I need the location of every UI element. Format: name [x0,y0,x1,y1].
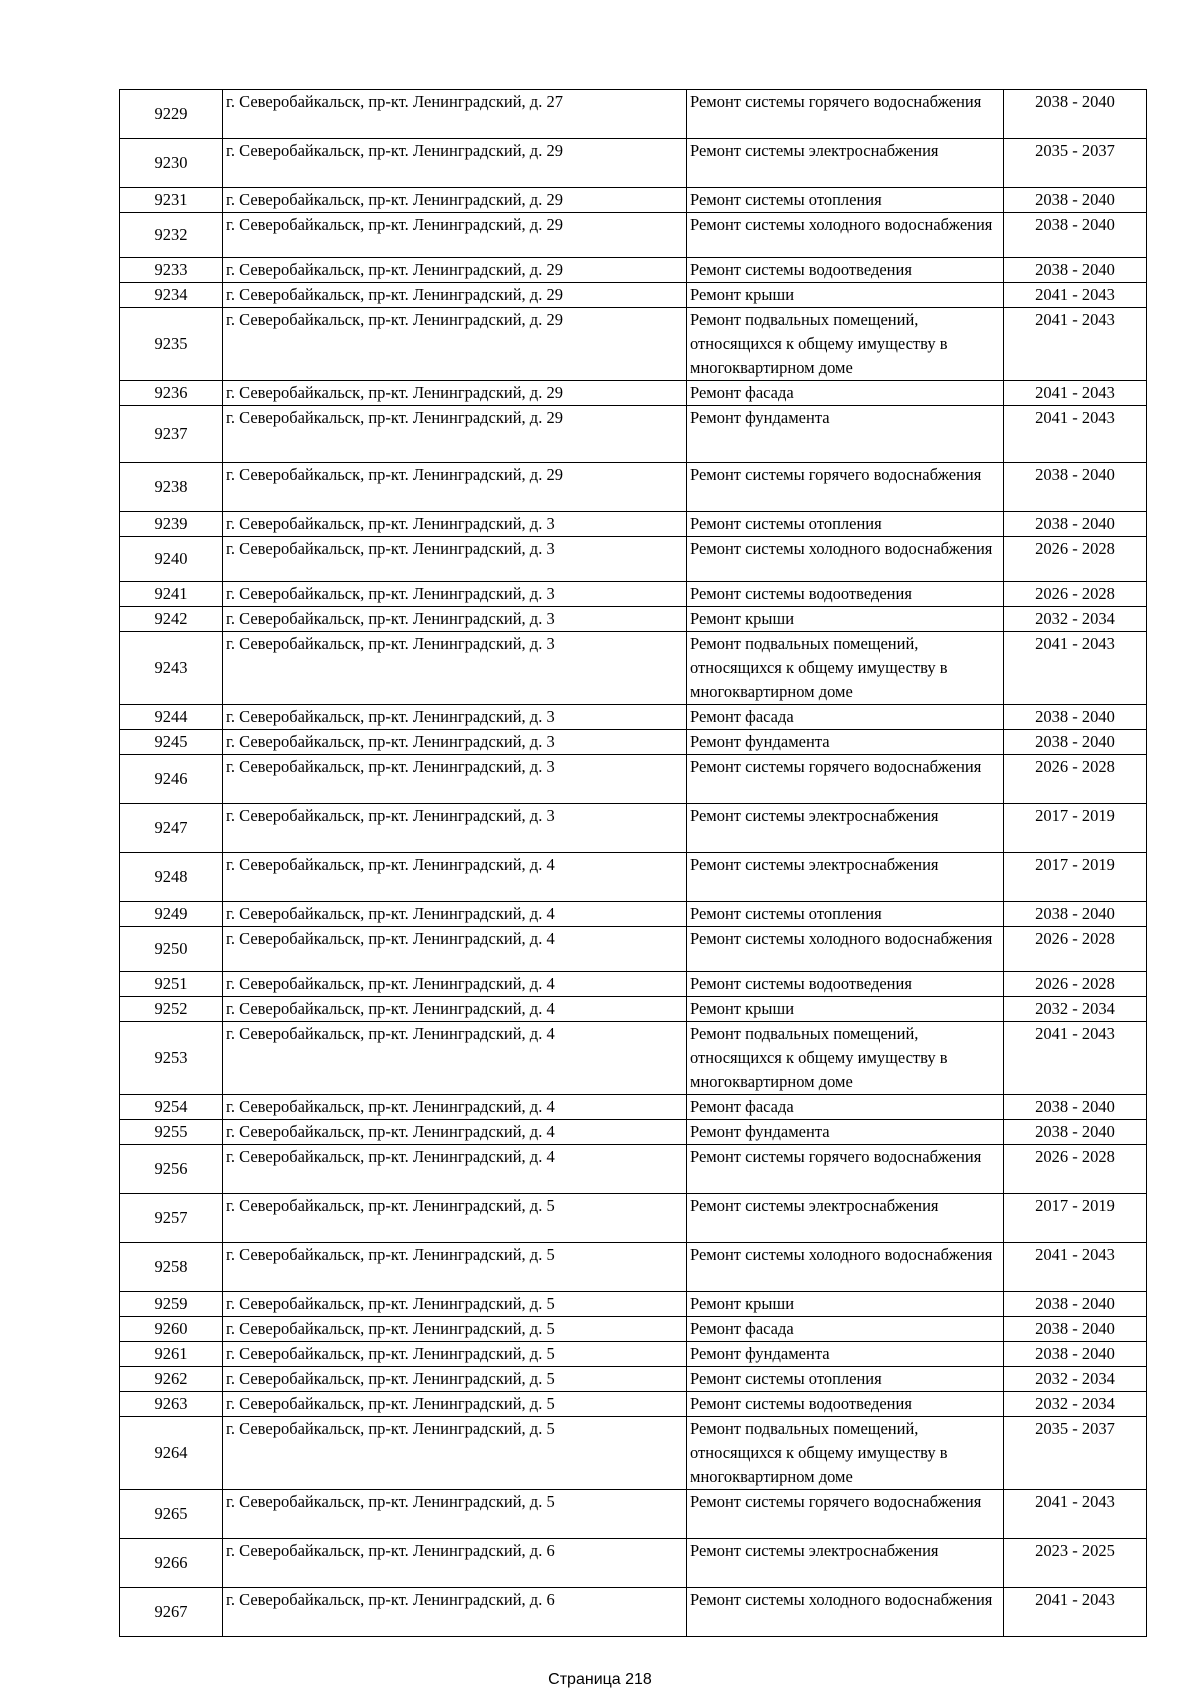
row-number: 9257 [120,1194,223,1243]
table-row [120,755,1147,804]
row-number: 9233 [120,258,223,283]
row-number: 9245 [120,730,223,755]
row-address: г. Северобайкальск, пр-кт. Ленинградский, д. 27 [223,90,687,139]
row-work-type: Ремонт системы отопления [687,512,1004,537]
table-row [120,308,1147,381]
table-row [120,582,1147,607]
row-number: 9249 [120,902,223,927]
row-address: г. Северобайкальск, пр-кт. Ленинградский, д. 5 [223,1243,687,1292]
row-number: 9241 [120,582,223,607]
row-work-type: Ремонт системы холодного водоснабжения [687,537,1004,582]
row-work-type: Ремонт системы отопления [687,902,1004,927]
row-years: 2017 - 2019 [1004,853,1147,902]
table-row [120,632,1147,705]
row-work-type: Ремонт фасада [687,1317,1004,1342]
row-address: г. Северобайкальск, пр-кт. Ленинградский, д. 5 [223,1367,687,1392]
row-work-type: Ремонт системы водоотведения [687,258,1004,283]
row-address: г. Северобайкальск, пр-кт. Ленинградский, д. 29 [223,308,687,381]
row-address: г. Северобайкальск, пр-кт. Ленинградский, д. 5 [223,1292,687,1317]
table-row [120,1342,1147,1367]
table-row [120,512,1147,537]
table-row [120,1145,1147,1194]
row-number: 9231 [120,188,223,213]
row-work-type: Ремонт системы водоотведения [687,582,1004,607]
row-address: г. Северобайкальск, пр-кт. Ленинградский, д. 29 [223,406,687,463]
row-work-type: Ремонт фасада [687,1095,1004,1120]
row-number: 9247 [120,804,223,853]
row-years: 2041 - 2043 [1004,1022,1147,1095]
row-work-type: Ремонт крыши [687,607,1004,632]
row-work-type: Ремонт крыши [687,283,1004,308]
row-years: 2041 - 2043 [1004,1490,1147,1539]
row-years: 2038 - 2040 [1004,902,1147,927]
row-address: г. Северобайкальск, пр-кт. Ленинградский, д. 5 [223,1317,687,1342]
row-years: 2026 - 2028 [1004,582,1147,607]
table-row [120,902,1147,927]
row-address: г. Северобайкальск, пр-кт. Ленинградский, д. 29 [223,139,687,188]
table-row [120,730,1147,755]
row-number: 9267 [120,1588,223,1637]
row-address: г. Северобайкальск, пр-кт. Ленинградский, д. 4 [223,997,687,1022]
row-number: 9234 [120,283,223,308]
row-years: 2017 - 2019 [1004,1194,1147,1243]
row-address: г. Северобайкальск, пр-кт. Ленинградский, д. 4 [223,1120,687,1145]
table-row [120,213,1147,258]
row-years: 2038 - 2040 [1004,730,1147,755]
table-row [120,463,1147,512]
row-number: 9229 [120,90,223,139]
table-row [120,1539,1147,1588]
table-row [120,258,1147,283]
row-years: 2041 - 2043 [1004,406,1147,463]
row-address: г. Северобайкальск, пр-кт. Ленинградский, д. 3 [223,537,687,582]
table-row [120,972,1147,997]
row-number: 9260 [120,1317,223,1342]
row-years: 2038 - 2040 [1004,90,1147,139]
table-row [120,997,1147,1022]
row-address: г. Северобайкальск, пр-кт. Ленинградский, д. 5 [223,1392,687,1417]
row-work-type: Ремонт фасада [687,381,1004,406]
table-row [120,381,1147,406]
row-address: г. Северобайкальск, пр-кт. Ленинградский, д. 29 [223,188,687,213]
row-years: 2023 - 2025 [1004,1539,1147,1588]
table-row [120,537,1147,582]
row-address: г. Северобайкальск, пр-кт. Ленинградский, д. 4 [223,853,687,902]
row-work-type: Ремонт системы отопления [687,1367,1004,1392]
row-work-type: Ремонт системы горячего водоснабжения [687,90,1004,139]
row-number: 9239 [120,512,223,537]
table-body [120,90,1147,1637]
row-number: 9261 [120,1342,223,1367]
row-number: 9250 [120,927,223,972]
row-address: г. Северобайкальск, пр-кт. Ленинградский, д. 4 [223,1022,687,1095]
row-address: г. Северобайкальск, пр-кт. Ленинградский, д. 3 [223,730,687,755]
row-number: 9254 [120,1095,223,1120]
row-number: 9246 [120,755,223,804]
row-address: г. Северобайкальск, пр-кт. Ленинградский, д. 4 [223,1095,687,1120]
table-row [120,1367,1147,1392]
row-work-type: Ремонт фундамента [687,1342,1004,1367]
row-address: г. Северобайкальск, пр-кт. Ленинградский, д. 29 [223,213,687,258]
row-years: 2038 - 2040 [1004,188,1147,213]
table-row [120,1243,1147,1292]
row-years: 2038 - 2040 [1004,512,1147,537]
row-address: г. Северобайкальск, пр-кт. Ленинградский, д. 4 [223,972,687,997]
table-row [120,1095,1147,1120]
table-row [120,1194,1147,1243]
row-work-type: Ремонт подвальных помещений, относящихся к общему имуществу в многоквартирном доме [687,308,1004,381]
row-work-type: Ремонт системы горячего водоснабжения [687,1145,1004,1194]
row-address: г. Северобайкальск, пр-кт. Ленинградский, д. 3 [223,705,687,730]
table-row [120,927,1147,972]
row-years: 2032 - 2034 [1004,997,1147,1022]
row-work-type: Ремонт системы электроснабжения [687,139,1004,188]
row-years: 2038 - 2040 [1004,1342,1147,1367]
table-row [120,1588,1147,1637]
row-years: 2017 - 2019 [1004,804,1147,853]
table-row [120,1292,1147,1317]
table-row [120,607,1147,632]
row-work-type: Ремонт системы электроснабжения [687,853,1004,902]
row-work-type: Ремонт подвальных помещений, относящихся к общему имуществу в многоквартирном доме [687,1022,1004,1095]
row-work-type: Ремонт фундамента [687,406,1004,463]
row-address: г. Северобайкальск, пр-кт. Ленинградский, д. 3 [223,632,687,705]
table-row [120,283,1147,308]
row-address: г. Северобайкальск, пр-кт. Ленинградский, д. 29 [223,463,687,512]
row-years: 2026 - 2028 [1004,972,1147,997]
row-years: 2035 - 2037 [1004,139,1147,188]
table-row [120,139,1147,188]
row-years: 2032 - 2034 [1004,1392,1147,1417]
row-work-type: Ремонт подвальных помещений, относящихся к общему имуществу в многоквартирном доме [687,1417,1004,1490]
row-address: г. Северобайкальск, пр-кт. Ленинградский, д. 5 [223,1342,687,1367]
row-number: 9253 [120,1022,223,1095]
row-work-type: Ремонт системы холодного водоснабжения [687,927,1004,972]
row-number: 9256 [120,1145,223,1194]
row-number: 9237 [120,406,223,463]
row-work-type: Ремонт системы электроснабжения [687,1539,1004,1588]
row-years: 2038 - 2040 [1004,1317,1147,1342]
row-number: 9232 [120,213,223,258]
table-row [120,1317,1147,1342]
row-years: 2032 - 2034 [1004,1367,1147,1392]
row-address: г. Северобайкальск, пр-кт. Ленинградский, д. 6 [223,1539,687,1588]
row-work-type: Ремонт подвальных помещений, относящихся к общему имуществу в многоквартирном доме [687,632,1004,705]
row-number: 9255 [120,1120,223,1145]
row-number: 9251 [120,972,223,997]
row-years: 2026 - 2028 [1004,755,1147,804]
row-number: 9236 [120,381,223,406]
row-address: г. Северобайкальск, пр-кт. Ленинградский, д. 5 [223,1194,687,1243]
table-row [120,188,1147,213]
row-years: 2041 - 2043 [1004,1243,1147,1292]
table-row [120,1417,1147,1490]
row-number: 9242 [120,607,223,632]
row-work-type: Ремонт фасада [687,705,1004,730]
row-work-type: Ремонт системы отопления [687,188,1004,213]
row-work-type: Ремонт системы водоотведения [687,1392,1004,1417]
row-number: 9238 [120,463,223,512]
row-years: 2038 - 2040 [1004,1120,1147,1145]
table-row [120,804,1147,853]
row-number: 9265 [120,1490,223,1539]
row-address: г. Северобайкальск, пр-кт. Ленинградский, д. 3 [223,607,687,632]
row-number: 9248 [120,853,223,902]
row-years: 2041 - 2043 [1004,1588,1147,1637]
row-years: 2038 - 2040 [1004,213,1147,258]
repair-schedule-table [119,89,1147,1637]
row-years: 2035 - 2037 [1004,1417,1147,1490]
row-years: 2026 - 2028 [1004,927,1147,972]
row-years: 2038 - 2040 [1004,258,1147,283]
row-work-type: Ремонт системы холодного водоснабжения [687,213,1004,258]
row-years: 2041 - 2043 [1004,283,1147,308]
row-number: 9264 [120,1417,223,1490]
row-number: 9235 [120,308,223,381]
row-work-type: Ремонт системы холодного водоснабжения [687,1243,1004,1292]
row-work-type: Ремонт фундамента [687,730,1004,755]
row-address: г. Северобайкальск, пр-кт. Ленинградский, д. 4 [223,927,687,972]
row-address: г. Северобайкальск, пр-кт. Ленинградский, д. 4 [223,902,687,927]
row-work-type: Ремонт фундамента [687,1120,1004,1145]
row-work-type: Ремонт системы горячего водоснабжения [687,755,1004,804]
row-number: 9258 [120,1243,223,1292]
row-number: 9266 [120,1539,223,1588]
table-row [120,1490,1147,1539]
row-address: г. Северобайкальск, пр-кт. Ленинградский, д. 29 [223,258,687,283]
row-address: г. Северобайкальск, пр-кт. Ленинградский, д. 3 [223,512,687,537]
row-years: 2026 - 2028 [1004,537,1147,582]
row-years: 2038 - 2040 [1004,463,1147,512]
row-address: г. Северобайкальск, пр-кт. Ленинградский, д. 3 [223,804,687,853]
row-address: г. Северобайкальск, пр-кт. Ленинградский, д. 3 [223,755,687,804]
row-years: 2038 - 2040 [1004,1095,1147,1120]
row-work-type: Ремонт системы электроснабжения [687,804,1004,853]
row-work-type: Ремонт системы горячего водоснабжения [687,463,1004,512]
row-address: г. Северобайкальск, пр-кт. Ленинградский, д. 29 [223,283,687,308]
table-row [120,406,1147,463]
row-address: г. Северобайкальск, пр-кт. Ленинградский, д. 29 [223,381,687,406]
row-work-type: Ремонт системы холодного водоснабжения [687,1588,1004,1637]
row-years: 2041 - 2043 [1004,632,1147,705]
row-work-type: Ремонт системы водоотведения [687,972,1004,997]
table-row [120,705,1147,730]
row-address: г. Северобайкальск, пр-кт. Ленинградский, д. 5 [223,1417,687,1490]
row-years: 2038 - 2040 [1004,705,1147,730]
row-work-type: Ремонт системы электроснабжения [687,1194,1004,1243]
row-number: 9259 [120,1292,223,1317]
row-years: 2032 - 2034 [1004,607,1147,632]
row-years: 2041 - 2043 [1004,381,1147,406]
row-number: 9243 [120,632,223,705]
page-number: Страница 218 [548,1671,652,1688]
row-address: г. Северобайкальск, пр-кт. Ленинградский, д. 5 [223,1490,687,1539]
row-work-type: Ремонт крыши [687,1292,1004,1317]
row-address: г. Северобайкальск, пр-кт. Ленинградский, д. 4 [223,1145,687,1194]
row-work-type: Ремонт крыши [687,997,1004,1022]
row-number: 9244 [120,705,223,730]
row-number: 9230 [120,139,223,188]
row-number: 9262 [120,1367,223,1392]
table-row [120,90,1147,139]
table-row [120,1120,1147,1145]
row-years: 2026 - 2028 [1004,1145,1147,1194]
table-row [120,1392,1147,1417]
table-row [120,853,1147,902]
table-row [120,1022,1147,1095]
row-number: 9240 [120,537,223,582]
row-address: г. Северобайкальск, пр-кт. Ленинградский, д. 3 [223,582,687,607]
row-years: 2041 - 2043 [1004,308,1147,381]
row-address: г. Северобайкальск, пр-кт. Ленинградский, д. 6 [223,1588,687,1637]
row-work-type: Ремонт системы горячего водоснабжения [687,1490,1004,1539]
row-years: 2038 - 2040 [1004,1292,1147,1317]
row-number: 9263 [120,1392,223,1417]
row-number: 9252 [120,997,223,1022]
